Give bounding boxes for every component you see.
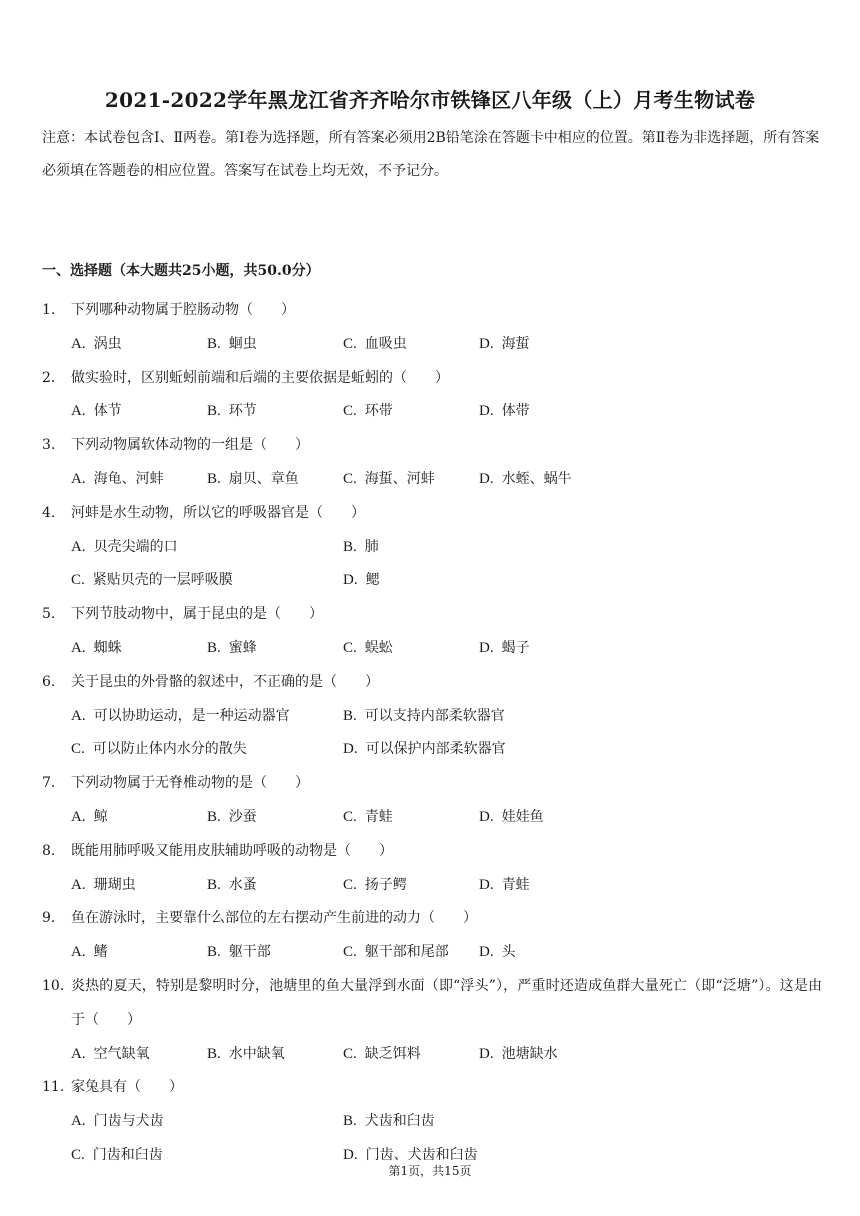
option-letter: C. (71, 741, 85, 758)
option-letter: A. (71, 944, 86, 961)
option-row (42, 1038, 822, 1072)
answer-option (343, 632, 479, 666)
option-text: 珊瑚虫 (93, 876, 136, 893)
question-text: 关于昆虫的外骨骼的叙述中，不正确的是（ ） (71, 673, 379, 690)
question-4 (42, 497, 822, 598)
option-letter: A. (71, 1113, 86, 1130)
answer-option (479, 463, 615, 497)
option-text: 紧贴贝壳的一层呼吸膜 (92, 572, 233, 589)
question-number: 10. (42, 977, 65, 994)
option-text: 躯干部和尾部 (364, 944, 449, 961)
option-text: 水蛭、蜗牛 (501, 470, 572, 487)
option-letter: B. (343, 538, 357, 555)
option-letter: D. (479, 470, 494, 487)
option-text: 环节 (228, 403, 257, 420)
answer-option (207, 328, 343, 362)
option-text: 可以防止体内水分的散失 (92, 741, 247, 758)
option-letter: A. (71, 639, 86, 656)
option-row (42, 463, 822, 497)
option-letter: B. (207, 944, 221, 961)
option-text: 门齿与犬齿 (93, 1113, 164, 1130)
option-letter: D. (479, 944, 494, 961)
answer-option (207, 801, 343, 835)
answer-option (479, 936, 615, 970)
option-text: 鲸 (93, 808, 108, 825)
option-letter: B. (207, 470, 221, 487)
option-letter: B. (343, 1113, 357, 1130)
question-text: 河蚌是水生动物，所以它的呼吸器官是（ ） (71, 504, 365, 521)
question-stem (42, 902, 822, 936)
option-letter: B. (207, 808, 221, 825)
question-3 (42, 429, 822, 497)
question-text: 做实验时，区别蚯蚓前端和后端的主要依据是蚯蚓的（ ） (71, 369, 449, 386)
question-stem (42, 835, 822, 869)
page-title: 2021-2022学年黑龙江省齐齐哈尔市铁锋区八年级（上）月考生物试卷 (104, 88, 756, 112)
question-11 (42, 1071, 822, 1172)
option-letter: A. (71, 470, 86, 487)
question-text: 下列动物属于无脊椎动物的是（ ） (71, 775, 309, 792)
option-letter: C. (343, 403, 357, 420)
answer-option (479, 801, 615, 835)
option-row (42, 1105, 822, 1139)
question-9 (42, 902, 822, 970)
section-heading: 一、选择题（本大题共25小题，共50.0分） (42, 263, 320, 279)
option-text: 血吸虫 (364, 335, 407, 352)
answer-option (343, 328, 479, 362)
option-text: 扇贝、章鱼 (228, 470, 299, 487)
option-letter: D. (479, 808, 494, 825)
option-text: 水中缺氧 (228, 1045, 285, 1062)
answer-option (207, 632, 343, 666)
option-letter: B. (207, 1045, 221, 1062)
question-stem (42, 970, 822, 1038)
answer-option (343, 463, 479, 497)
answer-option (71, 733, 343, 767)
answer-option (479, 632, 615, 666)
question-stem (42, 497, 822, 531)
question-number: 1. (42, 302, 56, 318)
option-text: 青蛙 (501, 876, 530, 893)
answer-option (479, 395, 615, 429)
answer-option (479, 1038, 615, 1072)
answer-option (207, 463, 343, 497)
option-text: 海蜇 (501, 335, 530, 352)
option-letter: D. (343, 572, 358, 589)
option-letter: A. (71, 876, 86, 893)
question-stem (42, 294, 822, 328)
option-letter: A. (71, 808, 86, 825)
answer-option (343, 531, 615, 565)
option-text: 蜘蛛 (93, 639, 122, 656)
question-text: 既能用肺呼吸又能用皮肤辅助呼吸的动物是（ ） (71, 842, 393, 859)
question-text: 下列哪种动物属于腔肠动物（ ） (71, 302, 295, 318)
question-number: 8. (42, 842, 56, 859)
answer-option (343, 1038, 479, 1072)
option-text: 扬子鳄 (364, 876, 407, 893)
exam-notice: 注意：本试卷包含Ⅰ、Ⅱ两卷。第Ⅰ卷为选择题，所有答案必须用2B铅笔涂在答题卡中相应的位置。第Ⅱ卷为非选择题，所有答案必须填在答题卷的相应位置。答案写在试卷上均无效，不予记分。 (42, 130, 820, 179)
question-number: 2. (42, 369, 56, 386)
question-number: 11. (42, 1079, 65, 1096)
answer-option (71, 700, 343, 734)
option-letter: A. (71, 403, 86, 420)
option-text: 水蚤 (228, 876, 257, 893)
answer-option (71, 936, 207, 970)
question-stem (42, 598, 822, 632)
option-text: 贝壳尖端的口 (93, 538, 178, 555)
question-number: 3. (42, 437, 56, 454)
option-letter: D. (343, 1146, 358, 1163)
option-letter: A. (71, 707, 86, 724)
option-row (42, 395, 822, 429)
answer-option (71, 531, 343, 565)
option-text: 体节 (93, 403, 122, 420)
option-text: 空气缺氧 (93, 1045, 150, 1062)
question-number: 7. (42, 775, 56, 792)
option-row (42, 700, 822, 734)
question-2 (42, 362, 822, 430)
question-7 (42, 767, 822, 835)
option-letter: D. (343, 741, 358, 758)
answer-option (479, 869, 615, 903)
option-text: 涡虫 (93, 335, 122, 352)
answer-option (343, 1105, 615, 1139)
question-1 (42, 294, 822, 362)
option-row (42, 936, 822, 970)
option-row (42, 564, 822, 598)
option-text: 体带 (501, 403, 530, 420)
option-letter: D. (479, 335, 494, 352)
option-letter: C. (71, 1146, 85, 1163)
answer-option (71, 395, 207, 429)
answer-option (71, 1105, 343, 1139)
answer-option (343, 869, 479, 903)
option-text: 池塘缺水 (501, 1045, 558, 1062)
option-letter: C. (343, 639, 357, 656)
option-letter: C. (343, 944, 357, 961)
question-stem (42, 666, 822, 700)
question-10 (42, 970, 822, 1071)
option-text: 海蜇、河蚌 (364, 470, 435, 487)
answer-option (71, 632, 207, 666)
question-text: 炎热的夏天，特别是黎明时分，池塘里的鱼大量浮到水面（即“浮头”），严重时还造成鱼群大量死亡（即“泛塘”）。这是由于（ ） (71, 977, 822, 1028)
answer-option (343, 801, 479, 835)
option-text: 头 (501, 944, 516, 961)
answer-option (71, 801, 207, 835)
option-row (42, 632, 822, 666)
option-letter: C. (343, 470, 357, 487)
option-letter: C. (343, 335, 357, 352)
option-text: 海龟、河蚌 (93, 470, 164, 487)
option-text: 肺 (364, 538, 379, 555)
answer-option (207, 869, 343, 903)
question-8 (42, 835, 822, 903)
option-text: 门齿、犬齿和臼齿 (365, 1146, 478, 1163)
answer-option (207, 395, 343, 429)
option-text: 蝎子 (501, 639, 530, 656)
option-letter: B. (207, 876, 221, 893)
option-text: 躯干部 (228, 944, 271, 961)
option-text: 鳍 (93, 944, 108, 961)
option-letter: D. (479, 1045, 494, 1062)
question-stem (42, 767, 822, 801)
option-text: 可以保护内部柔软器官 (365, 741, 506, 758)
option-letter: A. (71, 538, 86, 555)
option-row (42, 801, 822, 835)
answer-option (479, 328, 615, 362)
question-list (42, 294, 822, 1173)
option-text: 蜜蜂 (228, 639, 257, 656)
option-text: 蜈蚣 (364, 639, 393, 656)
option-text: 犬齿和臼齿 (364, 1113, 435, 1130)
question-text: 下列动物属软体动物的一组是（ ） (71, 437, 309, 454)
question-stem (42, 429, 822, 463)
option-text: 可以支持内部柔软器官 (364, 707, 505, 724)
answer-option (207, 1038, 343, 1072)
page-footer: 第1页，共15页 (388, 1164, 472, 1178)
option-letter: A. (71, 335, 86, 352)
question-stem (42, 1071, 822, 1105)
answer-option (343, 564, 615, 598)
answer-option (207, 936, 343, 970)
option-row (42, 869, 822, 903)
option-text: 缺乏饵料 (364, 1045, 421, 1062)
question-number: 5. (42, 606, 56, 623)
answer-option (71, 1038, 207, 1072)
question-text: 家兔具有（ ） (71, 1079, 183, 1096)
answer-option (343, 936, 479, 970)
option-letter: D. (479, 639, 494, 656)
answer-option (343, 395, 479, 429)
question-number: 6. (42, 673, 56, 690)
question-6 (42, 666, 822, 767)
option-row (42, 328, 822, 362)
question-number: 9. (42, 910, 56, 927)
option-text: 青蛙 (364, 808, 393, 825)
option-letter: C. (343, 1045, 357, 1062)
question-text: 下列节肢动物中，属于昆虫的是（ ） (71, 606, 323, 623)
option-letter: A. (71, 1045, 86, 1062)
option-text: 蛔虫 (228, 335, 257, 352)
option-letter: C. (343, 876, 357, 893)
option-letter: D. (479, 403, 494, 420)
answer-option (71, 869, 207, 903)
option-letter: B. (207, 403, 221, 420)
option-text: 可以协助运动，是一种运动器官 (93, 707, 290, 724)
option-text: 门齿和臼齿 (92, 1146, 163, 1163)
option-letter: C. (71, 572, 85, 589)
answer-option (71, 463, 207, 497)
option-letter: C. (343, 808, 357, 825)
question-number: 4. (42, 504, 56, 521)
option-row (42, 531, 822, 565)
option-letter: B. (207, 639, 221, 656)
option-text: 沙蚕 (228, 808, 257, 825)
answer-option (71, 328, 207, 362)
answer-option (71, 564, 343, 598)
option-letter: B. (343, 707, 357, 724)
option-letter: B. (207, 335, 221, 352)
option-text: 鳃 (365, 572, 380, 589)
question-stem (42, 362, 822, 396)
option-text: 环带 (364, 403, 393, 420)
answer-option (343, 700, 615, 734)
option-row (42, 733, 822, 767)
option-text: 娃娃鱼 (501, 808, 544, 825)
question-5 (42, 598, 822, 666)
answer-option (343, 733, 615, 767)
question-text: 鱼在游泳时，主要靠什么部位的左右摆动产生前进的动力（ ） (71, 910, 477, 927)
option-letter: D. (479, 876, 494, 893)
